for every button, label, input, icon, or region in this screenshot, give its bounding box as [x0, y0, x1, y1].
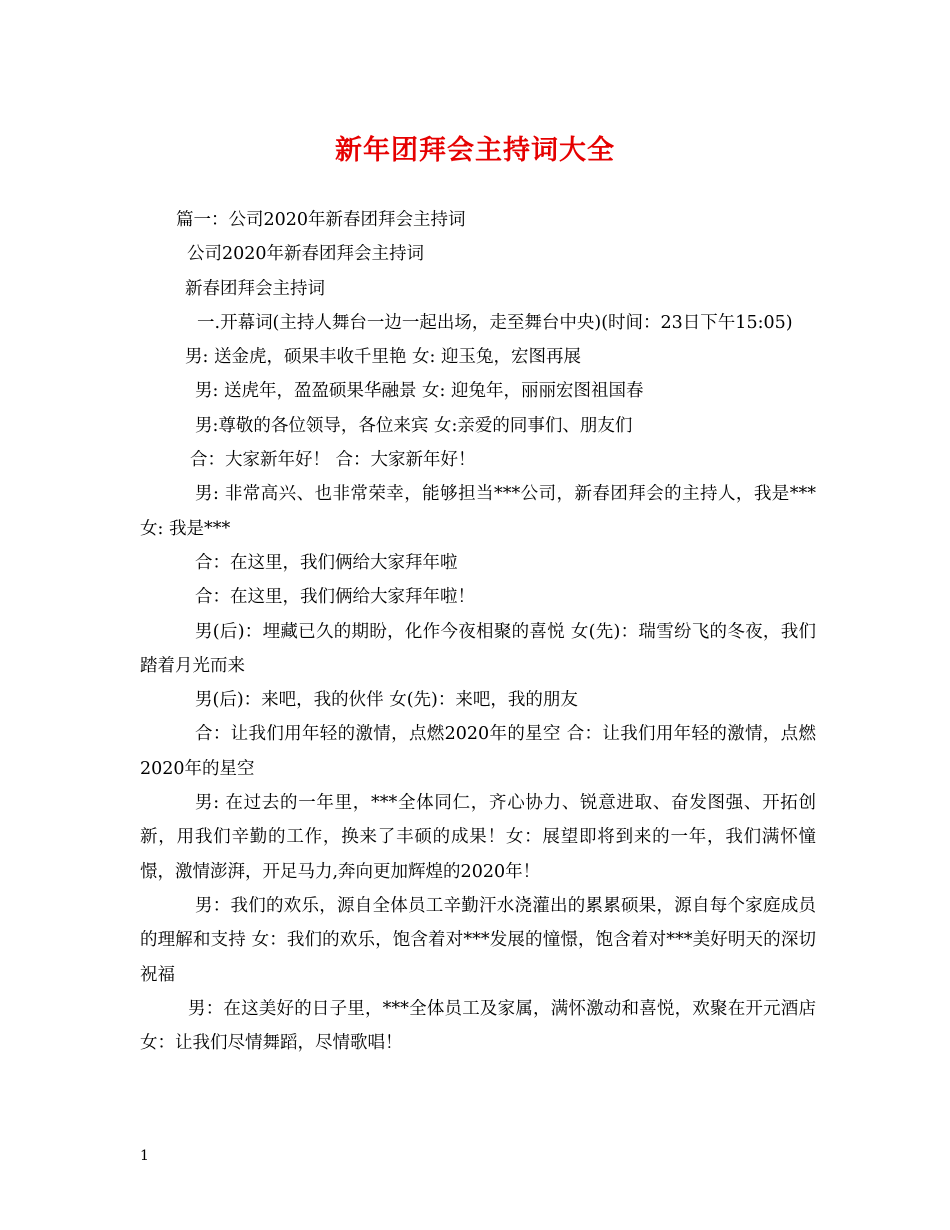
body-paragraph: 合：在这里，我们俩给大家拜年啦！: [195, 587, 475, 608]
body-paragraph: 合：大家新年好！ 合：大家新年好！: [190, 450, 476, 471]
body-paragraph: 男：我们的欢乐，源自全体员工辛勤汗水浇灌出的累累硕果，源自每个家庭成员的理解和支持 女：我们的欢乐，饱含着对***发展的憧憬，饱含着对***美好明天的深切祝福: [140, 895, 816, 985]
body-paragraph: 合：在这里，我们俩给大家拜年啦: [195, 552, 458, 573]
body-paragraph: 一.开幕词(主持人舞台一边一起出场，走至舞台中央)(时间：23日下午15:05): [197, 312, 793, 333]
body-paragraph: 公司2020年新春团拜会主持词: [187, 244, 425, 265]
document-title: 新年团拜会主持词大全: [335, 135, 615, 166]
body-paragraph: 男(后)：埋藏已久的期盼，化作今夜相聚的喜悦 女(先)：瑞雪纷飞的冬夜，我们踏着月光而来: [140, 621, 816, 676]
body-paragraph: 男(后)：来吧，我的伙伴 女(先)：来吧，我的朋友: [195, 690, 578, 711]
body-paragraph: 合：让我们用年轻的激情，点燃2020年的星空 合：让我们用年轻的激情，点燃2020年的星空: [140, 724, 816, 779]
body-paragraph: 男:尊敬的各位领导，各位来宾 女:亲爱的同事们、朋友们: [195, 415, 633, 436]
document-body: [140, 203, 816, 1060]
body-paragraph: 篇一：公司2020年新春团拜会主持词: [176, 210, 466, 230]
body-paragraph: 男: 送虎年，盈盈硕果华融景 女: 迎兔年，丽丽宏图祖国春: [195, 381, 644, 402]
body-paragraph: 男: 送金虎，硕果丰收千里艳 女: 迎玉兔，宏图再展: [185, 347, 581, 368]
page-number: 1: [140, 1148, 149, 1164]
body-paragraph: 男: 在过去的一年里，***全体同仁，齐心协力、锐意进取、奋发图强、开拓创新，用我们辛勤的工作，换来了丰硕的成果！女：展望即将到来的一年，我们满怀憧憬，激情澎湃，开足马力,奔向更加辉煌的2020年！: [140, 793, 816, 882]
body-paragraph: 新春团拜会主持词: [185, 278, 325, 299]
body-paragraph: 男：在这美好的日子里，***全体员工及家属，满怀激动和喜悦，欢聚在开元酒店 女：让我们尽情舞蹈，尽情歌唱！: [140, 998, 816, 1054]
body-paragraph: 男: 非常高兴、也非常荣幸，能够担当***公司，新春团拜会的主持人，我是*** 女: 我是***: [140, 484, 816, 539]
